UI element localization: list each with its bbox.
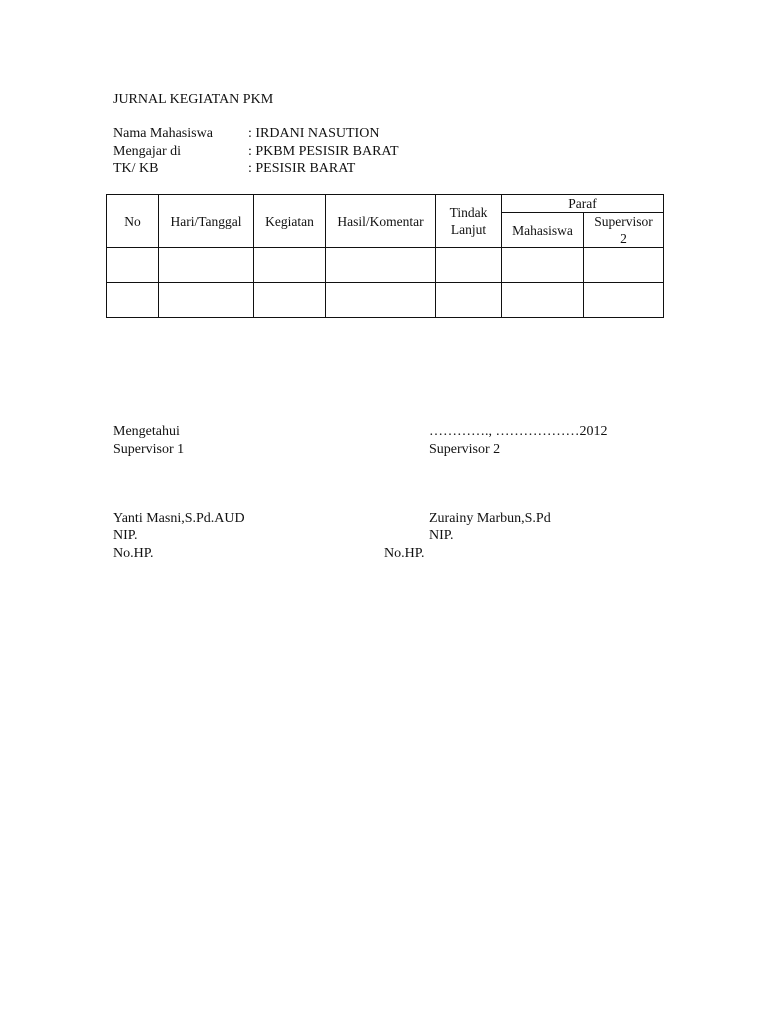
table-cell xyxy=(159,248,254,283)
document-title: JURNAL KEGIATAN PKM xyxy=(113,92,274,107)
table-cell xyxy=(107,248,159,283)
info-value-tk-kb: : PESISIR BARAT xyxy=(248,161,356,176)
supervisor-1-label: Supervisor 1 xyxy=(113,442,185,457)
info-value-nama-mahasiswa: : IRDANI NASUTION xyxy=(248,126,380,141)
header-hari-tanggal: Hari/Tanggal xyxy=(159,195,254,248)
header-supervisor-2: Supervisor 2 xyxy=(584,213,664,248)
table-cell xyxy=(436,248,502,283)
supervisor-2-nip: NIP. xyxy=(429,528,454,543)
supervisor-2-hp: No.HP. xyxy=(384,546,425,561)
supervisor-1-nip: NIP. xyxy=(113,528,138,543)
table-cell xyxy=(502,283,584,318)
table-row xyxy=(107,248,664,283)
info-value-mengajar-di: : PKBM PESISIR BARAT xyxy=(248,144,399,159)
table-cell xyxy=(254,248,326,283)
table-cell xyxy=(107,283,159,318)
table-cell xyxy=(436,283,502,318)
info-label-mengajar-di: Mengajar di xyxy=(113,144,182,159)
supervisor-2-name: Zurainy Marbun,S.Pd xyxy=(429,511,551,526)
header-hasil-komentar: Hasil/Komentar xyxy=(326,195,436,248)
table-row xyxy=(107,283,664,318)
date-line: …………., ………………2012 xyxy=(429,424,608,439)
table-cell xyxy=(502,248,584,283)
table-cell xyxy=(584,283,664,318)
header-tindak-lanjut: Tindak Lanjut xyxy=(436,195,502,248)
journal-table xyxy=(106,194,664,318)
header-paraf: Paraf xyxy=(502,195,664,213)
table-cell xyxy=(326,283,436,318)
supervisor-2-label: Supervisor 2 xyxy=(429,442,501,457)
header-mahasiswa: Mahasiswa xyxy=(502,213,584,248)
table-cell xyxy=(254,283,326,318)
table-cell xyxy=(584,248,664,283)
supervisor-1-hp: No.HP. xyxy=(113,546,154,561)
supervisor-1-name: Yanti Masni,S.Pd.AUD xyxy=(113,511,245,526)
info-label-nama-mahasiswa: Nama Mahasiswa xyxy=(113,126,213,141)
header-kegiatan: Kegiatan xyxy=(254,195,326,248)
header-no: No xyxy=(107,195,159,248)
info-label-tk-kb: TK/ KB xyxy=(113,161,159,176)
table-cell xyxy=(159,283,254,318)
table-cell xyxy=(326,248,436,283)
mengetahui-label: Mengetahui xyxy=(113,424,180,439)
